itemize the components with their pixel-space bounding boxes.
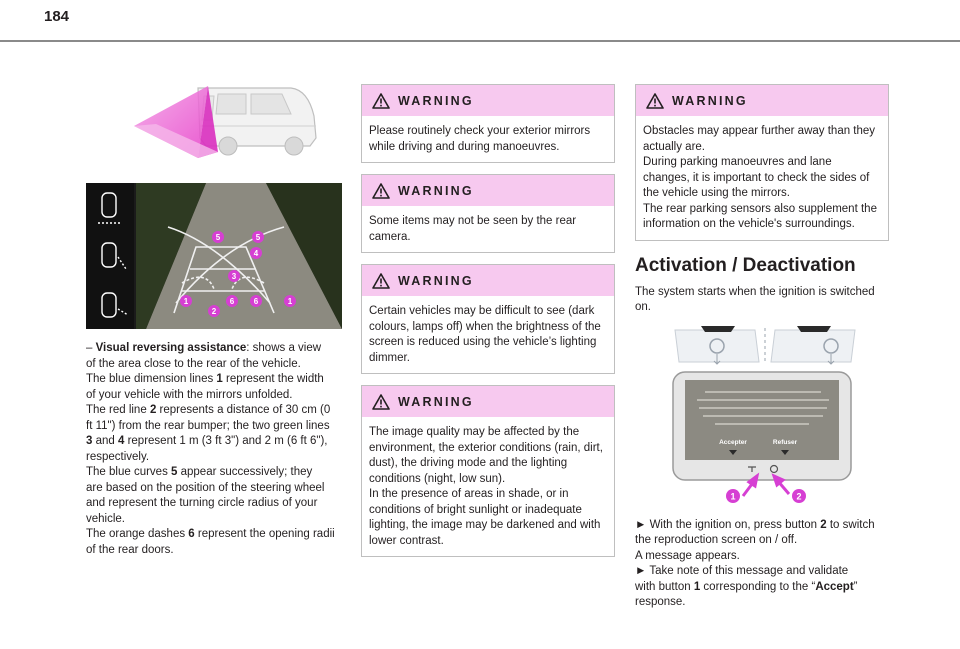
callout-1: 1: [730, 491, 736, 501]
line: The blue curves 5 appear successively; they: [86, 466, 313, 478]
intro-line: The system starts when the ignition is switched: [635, 285, 875, 298]
marker-4: 4: [253, 249, 259, 258]
marker-2: 2: [211, 307, 217, 316]
warning-header: [362, 265, 614, 296]
warning-triangle-icon: [646, 93, 664, 109]
warning-title: WARNING: [672, 93, 748, 108]
marker-1a: 1: [183, 297, 189, 306]
right-column: [635, 84, 889, 611]
warning-header: [636, 85, 888, 116]
reversing-camera-display: [86, 183, 342, 329]
line: of your vehicle with the mirrors unfolded.: [86, 388, 293, 401]
marker-3: 3: [231, 272, 237, 281]
marker-1b: 1: [287, 297, 293, 306]
warning-title: WARNING: [398, 273, 474, 288]
step-line: the reproduction screen on / off.: [635, 534, 798, 546]
warning-header: [362, 85, 614, 116]
page-number: 184: [44, 8, 70, 25]
line: The orange dashes 6 represent the opening radii: [86, 528, 335, 540]
warning-text: Some items may not be seen by the rear camera.: [369, 215, 577, 243]
line: 3 and 4 represent 1 m (3 ft 3") and 2 m (6 ft 6"),: [86, 435, 328, 447]
step-line: response.: [635, 596, 686, 608]
step-line: ► With the ignition on, press button 2 to switch: [635, 518, 875, 531]
warning-title: WARNING: [398, 394, 474, 409]
line: – Visual reversing assistance: shows a view: [86, 342, 322, 354]
line: of the rear doors.: [86, 543, 174, 556]
middle-column: [361, 84, 615, 568]
refuse-screen-button[interactable]: Refuser: [772, 438, 798, 446]
warning-box: [361, 84, 615, 163]
marker-6a: 6: [229, 297, 235, 306]
step-line: A message appears.: [635, 549, 740, 562]
marker-5b: 5: [255, 233, 261, 242]
line: ft 11") from the rear bumper; the two green lines: [86, 419, 330, 432]
dashboard-mirror-illustration: [635, 322, 889, 370]
warning-box: [361, 174, 615, 253]
warning-box: [361, 264, 615, 374]
intro-line: on.: [635, 301, 651, 313]
warning-triangle-icon: [372, 394, 390, 410]
line: The blue dimension lines 1 represent the width: [86, 373, 324, 385]
section-heading: Activation / Deactivation: [635, 254, 856, 276]
warning-box: [361, 385, 615, 557]
warning-title: WARNING: [398, 183, 474, 198]
line: The red line 2 represents a distance of 30 cm (0: [86, 404, 331, 416]
warning-text: Please routinely check your exterior mirrors while driving and during manoeuvres.: [369, 125, 591, 153]
warning-text: Obstacles may appear further away than they actually are. During parking manoeuvres and lane changes, it is important to check the sides of the vehicle using the mirrors. The rear parking sensors also supplement the information on the vehicle's surroundings.: [643, 125, 877, 230]
warning-header: [362, 386, 614, 417]
line: vehicle.: [86, 512, 125, 525]
callout-2: 2: [796, 491, 802, 501]
left-column: [86, 80, 342, 558]
warning-title: WARNING: [398, 93, 474, 108]
line: are based on the position of the steering wheel: [86, 481, 325, 494]
line: and represent the turning circle radius of your: [86, 497, 318, 509]
warning-triangle-icon: [372, 183, 390, 199]
line: respectively.: [86, 450, 150, 463]
marker-5a: 5: [215, 233, 221, 242]
warning-header: [362, 175, 614, 206]
warning-text: The image quality may be affected by the environment, the exterior conditions (rain, dirt, dust), the driving mode and the lighting conditions (night, low sun). In the presence of areas in shade, or in conditions of bright sunlight or inadequate lighting, the image may be darkened and with lower contrast.: [369, 426, 603, 547]
camera-view-cone: [134, 86, 218, 158]
activation-steps: [635, 518, 889, 611]
step-line: with button 1 corresponding to the “Accept”: [635, 580, 858, 593]
header-rule: [0, 40, 960, 42]
warning-text: Certain vehicles may be difficult to see (dark colours, lamps off) when the brightness of the screen is reduced using the vehicle’s lighting dimmer.: [369, 305, 601, 364]
visual-reversing-description: [86, 341, 342, 558]
left-mirror-view: [675, 326, 759, 364]
van-rear-camera-illustration: [86, 80, 342, 166]
warning-triangle-icon: [372, 93, 390, 109]
accept-screen-button[interactable]: Accepter: [719, 438, 747, 446]
right-mirror-view: [771, 326, 855, 364]
rear-view-mirror-screen: [635, 370, 889, 506]
warning-box: [635, 84, 889, 241]
marker-6b: 6: [253, 297, 259, 306]
line: of the area close to the rear of the vehicle.: [86, 357, 301, 370]
warning-triangle-icon: [372, 273, 390, 289]
step-line: ► Take note of this message and validate: [635, 565, 849, 577]
